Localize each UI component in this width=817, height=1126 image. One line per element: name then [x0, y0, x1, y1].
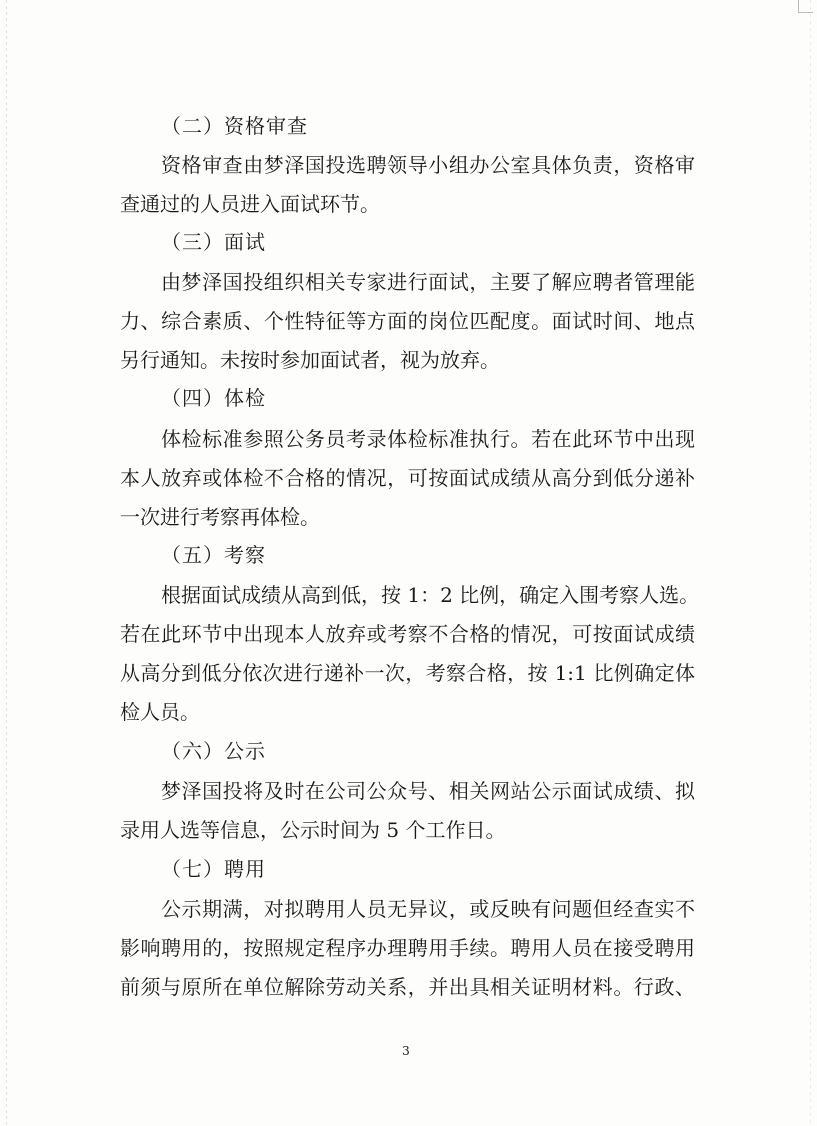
- paragraph-line: 若在此环节中出现本人放弃或考察不合格的情况，可按面试成绩: [120, 622, 695, 646]
- scan-edge-right: [810, 0, 811, 1126]
- section-heading-qualification-review: （二）资格审查: [161, 114, 308, 138]
- section-heading-assessment: （五）考察: [161, 543, 266, 567]
- paragraph-line: 检人员。: [120, 700, 200, 724]
- paragraph-line: 梦泽国投将及时在公司公众号、相关网站公示面试成绩、拟: [161, 779, 695, 803]
- paragraph-line: 力、综合素质、个性特征等方面的岗位匹配度。面试时间、地点: [120, 309, 695, 333]
- paragraph-line: 本人放弃或体检不合格的情况，可按面试成绩从高分到低分递补: [120, 466, 695, 490]
- paragraph-line: 影响聘用的，按照规定程序办理聘用手续。聘用人员在接受聘用: [120, 936, 695, 960]
- paragraph-line: 查通过的人员进入面试环节。: [120, 192, 380, 216]
- scan-corner-mark: [798, 0, 813, 13]
- paragraph-line: 另行通知。未按时参加面试者，视为放弃。: [120, 348, 500, 372]
- paragraph-line: 前须与原所在单位解除劳动关系，并出具相关证明材料。行政、: [120, 975, 695, 999]
- paragraph-line: 根据面试成绩从高到低，按 1：2 比例，确定入围考察人选。: [161, 583, 700, 607]
- paragraph-line: 公示期满，对拟聘用人员无异议，或反映有问题但经查实不: [161, 897, 695, 921]
- paragraph-line: 一次进行考察再体检。: [120, 505, 320, 529]
- paragraph-line: 从高分到低分依次进行递补一次，考察合格，按 1:1 比例确定体: [120, 661, 695, 685]
- section-heading-interview: （三）面试: [161, 230, 266, 254]
- section-heading-publicity: （六）公示: [161, 739, 266, 763]
- scan-edge-left: [6, 0, 7, 1126]
- paragraph-line: 体检标准参照公务员考录体检标准执行。若在此环节中出现: [161, 427, 695, 451]
- section-heading-medical-exam: （四）体检: [161, 386, 266, 410]
- page-number: 3: [402, 1044, 410, 1058]
- paragraph-line: 资格审查由梦泽国投选聘领导小组办公室具体负责，资格审: [161, 153, 695, 177]
- section-heading-employment: （七）聘用: [161, 857, 266, 881]
- paragraph-line: 由梦泽国投组织相关专家进行面试，主要了解应聘者管理能: [161, 270, 695, 294]
- paragraph-line: 录用人选等信息，公示时间为 5 个工作日。: [120, 818, 506, 842]
